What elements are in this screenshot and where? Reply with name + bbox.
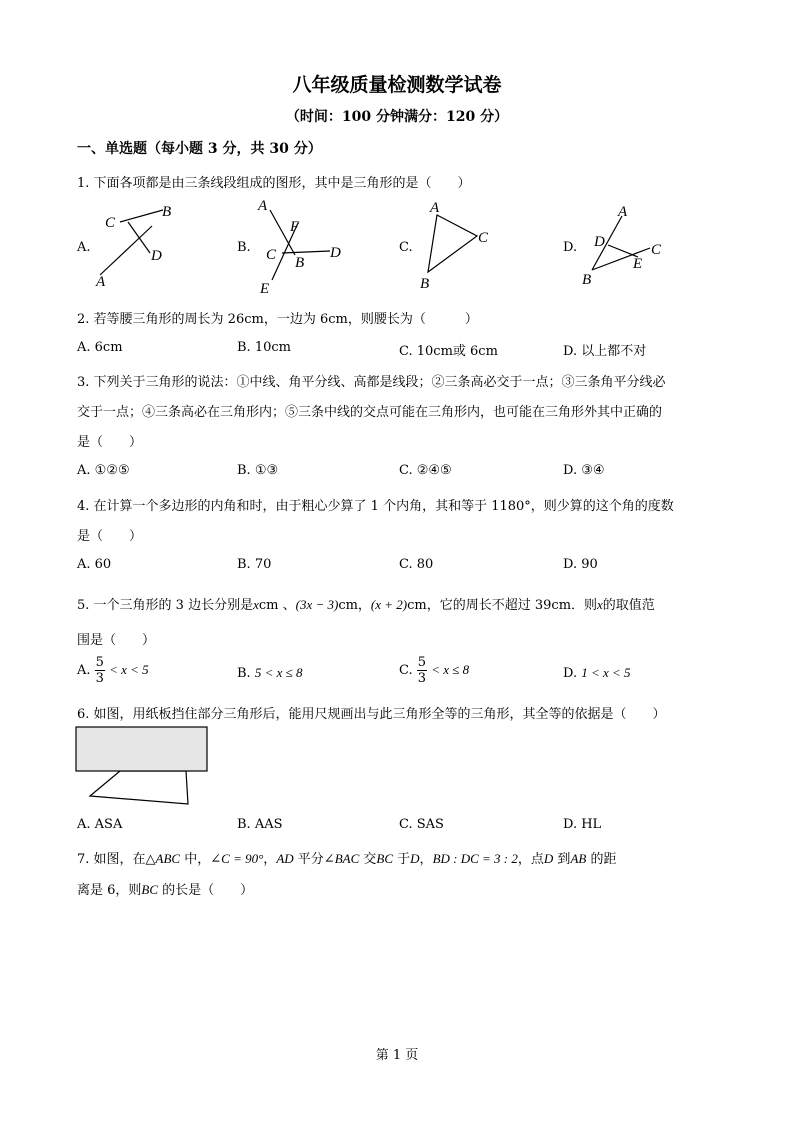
q3-option-d: D. ③④ xyxy=(563,463,605,478)
q5-option-c-ineq: < x ≤ 8 xyxy=(431,662,470,677)
q1-figure-a xyxy=(90,198,200,293)
q5-option-d-label: D. xyxy=(563,666,578,681)
q5-var-x: x xyxy=(253,597,259,612)
q7-text-6: 于 xyxy=(393,852,411,867)
q5-text-2: cm 、 xyxy=(258,598,296,613)
q7-text-5: 交 xyxy=(359,852,377,867)
q7-triangle: △ABC xyxy=(145,851,181,866)
q3-option-c: C. ②④⑤ xyxy=(399,463,452,478)
question-5-line-2: 围是（ ） xyxy=(77,633,156,648)
q3-option-a: A. ①②⑤ xyxy=(77,463,130,478)
fig-b-label-c: C xyxy=(266,247,277,263)
question-4-line-2: 是（ ） xyxy=(77,529,143,544)
fig-a-label-a: A xyxy=(96,274,106,290)
q5-frac-num-a: 5 xyxy=(95,655,104,670)
fig-b-label-e: E xyxy=(260,281,270,297)
q5-option-c-label: C. xyxy=(399,663,413,678)
page-title: 八年级质量检测数学试卷 xyxy=(292,74,502,96)
q5-text-3: cm， xyxy=(338,598,371,613)
fig-b-label-b: B xyxy=(295,255,305,271)
fig-a-label-d: D xyxy=(151,248,162,264)
q1-option-d-label: D. xyxy=(563,240,578,255)
q5-frac-num-c: 5 xyxy=(417,655,427,670)
page-number: 第 1 页 xyxy=(375,1048,419,1063)
q7-text-7: ， xyxy=(419,852,433,867)
fig-b-label-f: F xyxy=(290,219,300,235)
q6-option-d: D. HL xyxy=(563,817,602,832)
q5-option-b-ineq: 5 < x ≤ 8 xyxy=(254,665,303,680)
q2-option-b: B. 10cm xyxy=(237,340,291,355)
fig-d-label-c: C xyxy=(651,242,662,258)
q5-text-5: 的取值范 xyxy=(602,598,655,613)
q7-text-8: ，点 xyxy=(517,852,544,867)
q1-figure-b xyxy=(250,195,360,300)
q5-expr-1: (3x − 3) xyxy=(295,597,339,612)
q7-angle-c: ∠C = 90° xyxy=(210,851,264,866)
q5-frac-den-c: 3 xyxy=(417,671,427,686)
q6-figure xyxy=(74,724,214,810)
q4-option-c: C. 80 xyxy=(399,557,434,572)
q1-figure-c xyxy=(412,198,502,293)
fig-a-label-b: B xyxy=(162,204,172,220)
q7-seg-ad: AD xyxy=(276,851,294,866)
q7-ratio: BD : DC = 3 : 2 xyxy=(432,851,518,866)
q7-point-d: D xyxy=(410,851,420,866)
q7-text-1: 7. 如图，在 xyxy=(77,852,146,867)
q1-figure-d xyxy=(578,200,673,292)
q5-option-c-fraction xyxy=(417,655,427,686)
q2-option-c: C. 10cm或 6cm xyxy=(399,344,498,359)
question-4-line-1: 4. 在计算一个多边形的内角和时，由于粗心少算了 1 个内角，其和等于 1180°，则少算的这个角的度数 xyxy=(77,499,674,514)
q3-option-b: B. ①③ xyxy=(237,463,279,478)
q5-option-d-ineq: 1 < x < 5 xyxy=(581,665,631,680)
cardboard-cover xyxy=(76,727,207,771)
fig-d-label-e: E xyxy=(633,256,643,272)
q5-var-x-2: x xyxy=(597,597,603,612)
fig-b-label-a: A xyxy=(258,198,268,214)
q2-option-d: D. 以上都不对 xyxy=(563,344,647,359)
q5-text-1: 5. 一个三角形的 3 边长分别是 xyxy=(77,598,254,613)
q6-option-c: C. SAS xyxy=(399,817,444,832)
q7-text-4: 平分 xyxy=(293,852,324,867)
q7-seg-bc-2: BC xyxy=(141,882,159,897)
q1-option-b-label: B. xyxy=(237,240,251,255)
q7-text-2: 中， xyxy=(180,852,211,867)
q7-text-3: ， xyxy=(263,852,277,867)
q1-option-c-label: C. xyxy=(399,240,413,255)
fig-c-label-a: A xyxy=(430,200,440,216)
fig-c-label-b: B xyxy=(420,276,430,292)
q6-option-a: A. ASA xyxy=(77,817,123,832)
q7-text-12: 的长是（ ） xyxy=(158,883,254,898)
q1-option-a-label: A. xyxy=(77,240,91,255)
q5-text-4: cm，它的周长不超过 39cm．则 xyxy=(407,598,598,613)
q5-option-b-label: B. xyxy=(237,666,251,681)
q5-option-a-label: A. xyxy=(77,663,91,678)
fig-d-label-b: B xyxy=(582,272,592,288)
q5-frac-den-a: 3 xyxy=(95,671,104,686)
question-2-stem: 2. 若等腰三角形的周长为 26cm，一边为 6cm，则腰长为（ ） xyxy=(77,312,478,327)
question-1-stem: 1. 下面各项都是由三条线段组成的图形，其中是三角形的是（ ） xyxy=(77,176,471,191)
fig-d-label-d: D xyxy=(594,234,605,250)
question-7-line-2 xyxy=(77,879,253,898)
q4-option-b: B. 70 xyxy=(237,557,272,572)
q5-option-a xyxy=(77,655,149,686)
q5-option-b xyxy=(237,665,303,681)
q5-option-d xyxy=(563,665,631,681)
q7-text-11: 离是 6，则 xyxy=(77,883,142,898)
q5-option-a-fraction xyxy=(95,655,105,686)
q5-expr-2: (x + 2) xyxy=(370,597,408,612)
q7-text-9: 到 xyxy=(553,852,571,867)
q6-option-b: B. AAS xyxy=(237,817,283,832)
q7-angle-bac: ∠BAC xyxy=(323,851,360,866)
fig-c-label-c: C xyxy=(478,230,489,246)
q7-point-d-2: D xyxy=(543,851,554,866)
question-5-line-1 xyxy=(77,594,655,613)
question-3-line-3: 是（ ） xyxy=(77,435,143,450)
fig-a-label-c: C xyxy=(105,215,116,231)
q5-option-c xyxy=(399,655,469,686)
q4-option-a: A. 60 xyxy=(77,557,112,572)
question-6-stem: 6. 如图，用纸板挡住部分三角形后，能用尺规画出与此三角形全等的三角形，其全等的依据是（ ） xyxy=(77,707,666,722)
q2-option-a: A. 6cm xyxy=(77,340,123,355)
q5-option-a-ineq: < x < 5 xyxy=(109,662,149,677)
section-heading: 一、单选题（每小题 3 分，共 30 分） xyxy=(77,141,322,157)
q7-seg-bc: BC xyxy=(376,851,394,866)
question-7-line-1 xyxy=(77,848,616,867)
question-3-line-1: 3. 下列关于三角形的说法：①中线、角平分线、高都是线段；②三条高必交于一点；③三条角平分线必 xyxy=(77,375,666,390)
q4-option-d: D. 90 xyxy=(563,557,598,572)
q7-text-10: 的距 xyxy=(586,852,617,867)
fig-b-label-d: D xyxy=(330,245,341,261)
question-3-line-2: 交于一点；④三条高必在三角形内；⑤三条中线的交点可能在三角形内，也可能在三角形外其中正确的 xyxy=(77,405,663,420)
q7-seg-ab: AB xyxy=(570,851,587,866)
fig-d-label-a: A xyxy=(618,204,628,220)
exam-info: （时间：100 分钟满分：120 分） xyxy=(285,109,509,125)
